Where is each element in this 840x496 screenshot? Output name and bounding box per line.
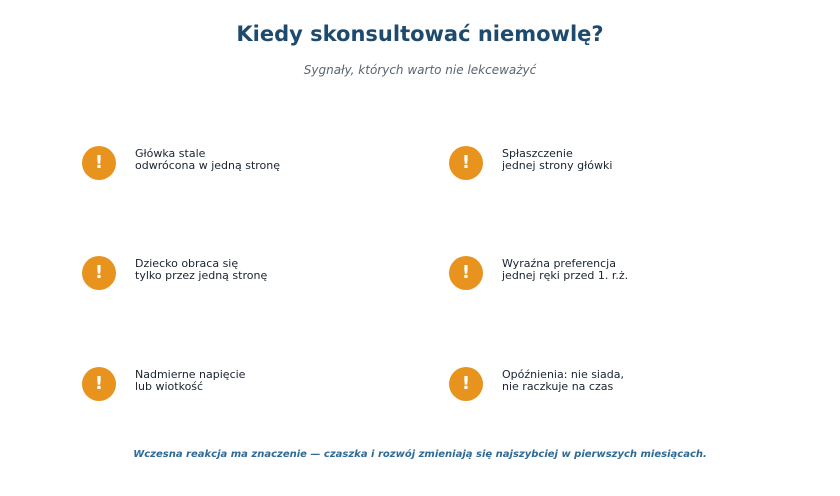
warning-sign-line: Nadmierne napięcie — [135, 368, 246, 381]
page-title: Kiedy skonsultować niemowlę? — [236, 22, 604, 46]
exclamation-alert-icon: ! — [449, 256, 483, 290]
warning-sign-line: Spłaszczenie — [502, 147, 573, 160]
warning-sign-line: lub wiotkość — [135, 380, 204, 393]
warning-sign-text — [135, 369, 415, 393]
warning-sign-item — [449, 367, 789, 403]
warning-sign-text — [502, 258, 782, 282]
exclamation-alert-icon: ! — [449, 146, 483, 180]
warning-sign-line: jednej strony główki — [502, 159, 613, 172]
warning-sign-line: tylko przez jedną stronę — [135, 269, 268, 282]
warning-sign-item — [449, 256, 789, 292]
exclamation-alert-icon: ! — [82, 146, 116, 180]
warning-sign-text — [135, 148, 415, 172]
warning-sign-text — [502, 369, 782, 393]
exclamation-alert-icon: ! — [82, 256, 116, 290]
warning-sign-item — [449, 146, 789, 182]
warning-sign-item — [82, 146, 422, 182]
warning-sign-line: Główka stale — [135, 147, 206, 160]
warning-sign-item — [82, 256, 422, 292]
exclamation-alert-icon: ! — [449, 367, 483, 401]
page-subtitle: Sygnały, których warto nie lekceważyć — [303, 63, 537, 77]
warning-sign-item — [82, 367, 422, 403]
warning-sign-text — [135, 258, 415, 282]
warning-sign-line: odwrócona w jedną stronę — [135, 159, 281, 172]
warning-sign-line: jednej ręki przed 1. r.ż. — [502, 269, 629, 282]
warning-sign-line: Dziecko obraca się — [135, 257, 239, 270]
warning-sign-line: nie raczkuje na czas — [502, 380, 614, 393]
warning-sign-text — [502, 148, 782, 172]
warning-sign-line: Wyraźna preferencja — [502, 257, 616, 270]
warning-sign-line: Opóźnienia: nie siada, — [502, 368, 624, 381]
footer-note: Wczesna reakcja ma znaczenie — czaszka i rozwój zmieniają się najszybciej w pierwszych miesiącach. — [133, 449, 707, 460]
exclamation-alert-icon: ! — [82, 367, 116, 401]
